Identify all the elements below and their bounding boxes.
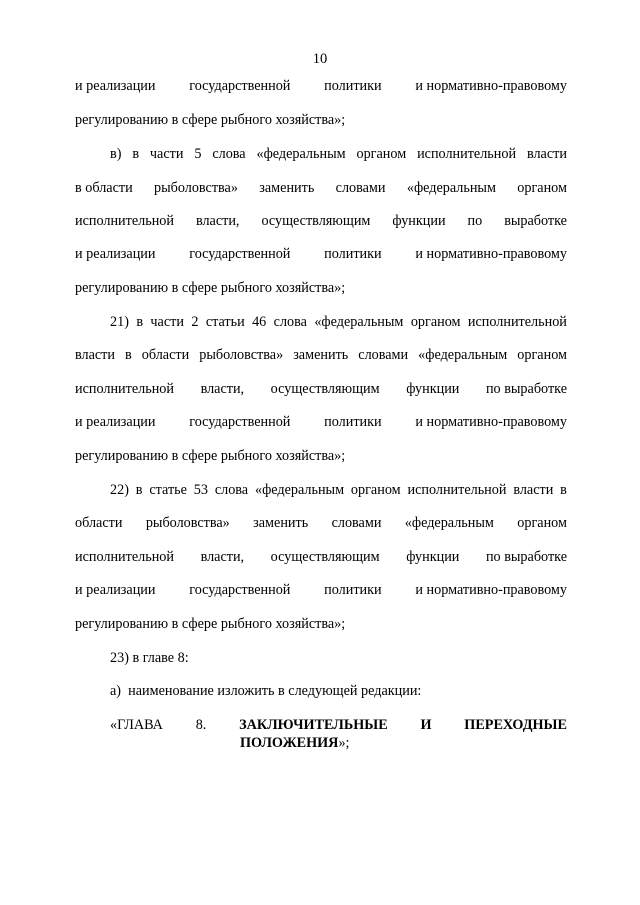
word: органом <box>517 515 567 531</box>
text-line <box>75 414 567 431</box>
word: органом <box>517 347 567 363</box>
word: в области <box>75 180 133 196</box>
word: государственной <box>189 582 291 598</box>
word: власти, <box>200 381 245 397</box>
text-line <box>75 515 567 532</box>
chapter-title-word: ПОЛОЖЕНИЯ <box>240 735 339 751</box>
word: органом <box>410 314 461 330</box>
word: функции <box>406 381 460 397</box>
word: в <box>125 347 132 363</box>
word: в <box>136 314 144 330</box>
word: «федеральным <box>406 180 496 196</box>
word: 22) <box>110 482 129 498</box>
chapter-heading <box>110 717 567 734</box>
word: по выработке <box>485 381 567 397</box>
word: «федеральным <box>256 146 346 162</box>
chapter-closing: »; <box>338 735 350 751</box>
word: и реализации <box>75 582 156 598</box>
word: «федеральным <box>418 347 508 363</box>
word: органом <box>517 180 567 196</box>
word: словами <box>335 180 386 196</box>
text-line <box>75 347 567 364</box>
chapter-title-word: ПЕРЕХОДНЫЕ <box>464 717 567 733</box>
word: словами <box>358 347 409 363</box>
word: политики <box>324 246 382 262</box>
word: государственной <box>189 246 291 262</box>
word: власти, <box>200 549 245 565</box>
text-line <box>75 246 567 263</box>
word: государственной <box>189 414 291 430</box>
word: власти <box>526 146 567 162</box>
word: исполнительной <box>417 146 517 162</box>
word: власти <box>513 482 554 498</box>
text-line: а) наименование изложить в следующей редакции: <box>110 683 422 699</box>
paragraph-start-line <box>110 482 567 499</box>
word: заменить <box>253 515 309 531</box>
word: слова <box>273 314 307 330</box>
word: рыболовства» <box>199 347 284 363</box>
word: и нормативно-правовому <box>415 414 567 430</box>
chapter-title-word: И <box>420 717 432 733</box>
word: заменить <box>293 347 349 363</box>
word: функции <box>392 213 446 229</box>
word: рыболовства» <box>145 515 230 531</box>
text-line <box>75 381 567 398</box>
text-line <box>75 582 567 599</box>
word: 2 <box>191 314 199 330</box>
word: исполнительной <box>75 213 174 229</box>
word: по <box>467 213 483 229</box>
paragraph-start-line <box>110 314 567 331</box>
word: исполнительной <box>75 549 174 565</box>
word: в <box>560 482 567 498</box>
word: органом <box>356 146 407 162</box>
word: по выработке <box>485 549 567 565</box>
word: области <box>75 515 123 531</box>
word: области <box>141 347 190 363</box>
word: 5 <box>194 146 202 162</box>
word: политики <box>324 582 382 598</box>
word: и нормативно-правовому <box>415 246 567 262</box>
word: исполнительной <box>407 482 507 498</box>
word: в <box>135 482 143 498</box>
chapter-prefix: «ГЛАВА <box>110 717 163 733</box>
word: словами <box>331 515 382 531</box>
word: в) <box>110 146 122 162</box>
page-number: 10 <box>312 51 328 67</box>
word: осуществляющим <box>261 213 371 229</box>
paragraph-start-line <box>110 146 567 163</box>
word: слова <box>212 146 246 162</box>
word: исполнительной <box>467 314 567 330</box>
word: и нормативно-правовому <box>415 582 567 598</box>
word: осуществляющим <box>270 549 380 565</box>
word: рыболовства» <box>154 180 238 196</box>
text-line <box>75 549 567 566</box>
word: в <box>132 146 140 162</box>
text-line: регулированию в сфере рыбного хозяйства»; <box>75 280 346 296</box>
word: и реализации <box>75 414 156 430</box>
word: слова <box>214 482 249 498</box>
text-line <box>75 213 567 230</box>
word: статье <box>149 482 187 498</box>
word: политики <box>324 414 382 430</box>
word: заменить <box>259 180 315 196</box>
word: функции <box>406 549 460 565</box>
chapter-heading-second-line <box>240 735 349 752</box>
word: части <box>149 146 184 162</box>
word: органом <box>350 482 401 498</box>
word: статьи <box>205 314 245 330</box>
text-line: регулированию в сфере рыбного хозяйства»; <box>75 616 346 632</box>
word: осуществляющим <box>270 381 380 397</box>
word: государственной <box>189 78 291 94</box>
word: части <box>150 314 184 330</box>
word: и реализации <box>75 78 156 94</box>
text-line: регулированию в сфере рыбного хозяйства»; <box>75 448 346 464</box>
word: «федеральным <box>314 314 404 330</box>
word: 46 <box>252 314 267 330</box>
text-line <box>75 180 567 197</box>
text-line: 23) в главе 8: <box>110 650 189 666</box>
word: исполнительной <box>75 381 174 397</box>
text-line <box>75 78 567 95</box>
word: 53 <box>193 482 208 498</box>
word: «федеральным <box>254 482 345 498</box>
word: и реализации <box>75 246 156 262</box>
word: и нормативно-правовому <box>415 78 567 94</box>
word: политики <box>324 78 382 94</box>
text-line: регулированию в сфере рыбного хозяйства»; <box>75 112 346 128</box>
chapter-number: 8. <box>195 717 207 733</box>
word: власти <box>75 347 115 363</box>
word: «федеральным <box>404 515 494 531</box>
word: 21) <box>110 314 129 330</box>
word: власти, <box>195 213 240 229</box>
word: выработке <box>504 213 567 229</box>
chapter-title-word: ЗАКЛЮЧИТЕЛЬНЫЕ <box>239 717 388 733</box>
